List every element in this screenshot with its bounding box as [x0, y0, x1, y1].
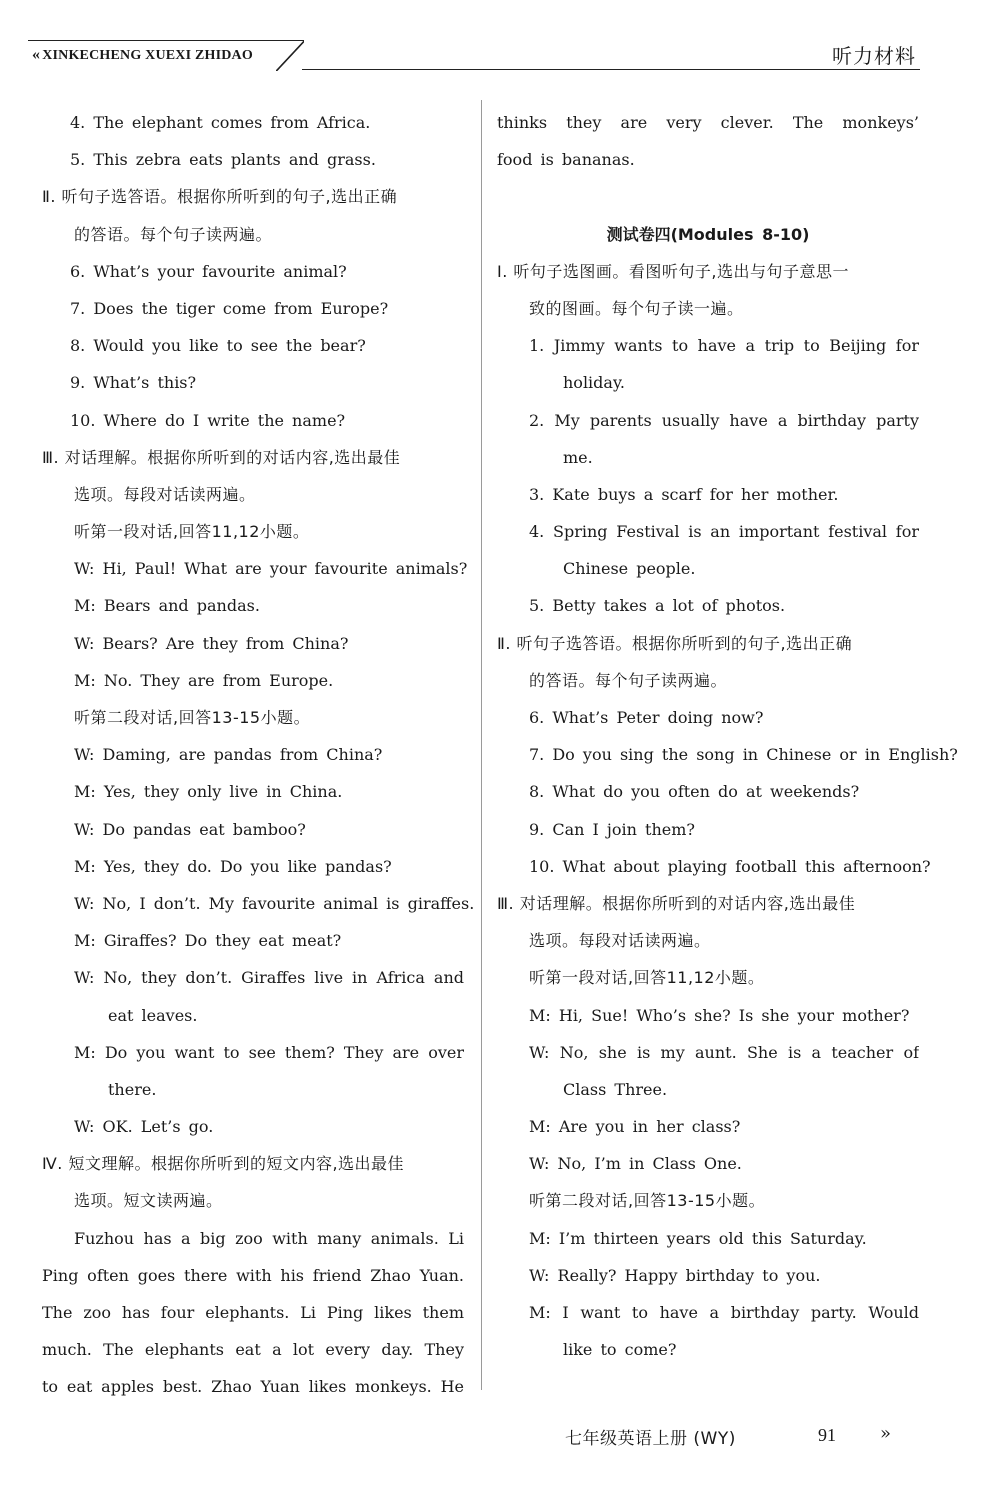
- text-line: 10. Where do I write the name?: [70, 410, 346, 430]
- text-line: W: OK. Let’s go.: [74, 1117, 214, 1137]
- text-line: 6. What’s Peter doing now?: [529, 708, 764, 727]
- text-line: M: Yes, they only live in China.: [74, 782, 343, 802]
- text-line: 5. This zebra eats plants and grass.: [70, 150, 376, 170]
- text-line: holiday.: [563, 373, 625, 393]
- left-column: [42, 104, 475, 1406]
- text-line: M: I want to have a birthday party. Would: [529, 1303, 919, 1322]
- right-column: [497, 104, 958, 1368]
- text-line: 7. Does the tiger come from Europe?: [70, 298, 389, 318]
- text-line: 的答语。每个句子读两遍。: [74, 224, 273, 244]
- text-line: The zoo has four elephants. Li Ping likes them: [42, 1303, 464, 1322]
- text-line: 4. The elephant comes from Africa.: [70, 113, 371, 132]
- text-line: 选项。短文读两遍。: [74, 1191, 223, 1211]
- text-line: W: Daming, are pandas from China?: [74, 745, 383, 765]
- text-line: me.: [563, 447, 593, 467]
- double-chevron-right-icon: »: [880, 1423, 892, 1444]
- text-line: 的答语。每个句子读两遍。: [529, 670, 728, 690]
- text-line: 7. Do you sing the song in Chinese or in English?: [529, 745, 958, 765]
- text-line: Ping often goes there with his friend Zhao Yuan.: [42, 1265, 464, 1285]
- text-line: 致的图画。每个句子读一遍。: [529, 298, 744, 318]
- text-line: 听第二段对话,回答13-15小题。: [529, 1191, 766, 1211]
- text-line: 听第一段对话,回答11,12小题。: [74, 522, 310, 542]
- header-slant: [276, 40, 304, 71]
- text-line: W: Do pandas eat bamboo?: [74, 819, 306, 839]
- text-line: [497, 178, 919, 215]
- text-line: Ⅳ. 短文理解。根据你所听到的短文内容,选出最佳: [42, 1154, 405, 1174]
- text-line: M: Do you want to see them? They are over: [74, 1042, 464, 1062]
- text-line: to eat apples best. Zhao Yuan likes monkeys. He: [42, 1377, 464, 1397]
- double-chevron-left-icon: «: [32, 46, 41, 63]
- text-line: Ⅰ. 听句子选图画。看图听句子,选出与句子意思一: [497, 261, 849, 281]
- text-line: 2. My parents usually have a birthday party: [529, 410, 919, 430]
- text-line: W: Bears? Are they from China?: [74, 633, 349, 653]
- text-line: Ⅱ. 听句子选答语。根据你所听到的句子,选出正确: [497, 633, 853, 653]
- text-line: 测试卷四(Modules 8-10): [606, 224, 810, 244]
- text-line: 1. Jimmy wants to have a trip to Beijing for: [529, 336, 919, 356]
- column-divider: [481, 100, 482, 1390]
- text-line: Class Three.: [563, 1079, 668, 1099]
- text-line: 4. Spring Festival is an important festival for: [529, 522, 919, 542]
- text-line: W: No, she is my aunt. She is a teacher of: [529, 1042, 919, 1062]
- text-line: M: Bears and pandas.: [74, 596, 260, 616]
- text-line: like to come?: [563, 1340, 677, 1360]
- book-title: 七年级英语上册 (WY): [565, 1429, 736, 1449]
- text-line: Ⅱ. 听句子选答语。根据你所听到的句子,选出正确: [42, 187, 398, 207]
- text-line: thinks they are very clever. The monkeys’: [497, 113, 919, 132]
- page-header: [28, 38, 920, 80]
- series-title: [28, 46, 259, 70]
- text-line: food is bananas.: [497, 150, 635, 170]
- series-title-text: XINKECHENG XUEXI ZHIDAO: [42, 48, 253, 63]
- text-line: 10. What about playing football this afternoon?: [529, 856, 931, 876]
- text-line: much. The elephants eat a lot every day. They: [42, 1340, 464, 1360]
- text-line: 8. Would you like to see the bear?: [70, 336, 366, 356]
- text-line: Ⅲ. 对话理解。根据你所听到的对话内容,选出最佳: [42, 447, 401, 467]
- text-line: 3. Kate buys a scarf for her mother.: [529, 484, 839, 504]
- text-line: 6. What’s your favourite animal?: [70, 261, 347, 281]
- text-line: W: Hi, Paul! What are your favourite animals?: [74, 559, 468, 579]
- text-line: M: No. They are from Europe.: [74, 670, 334, 690]
- text-line: M: Hi, Sue! Who’s she? Is she your mother?: [529, 1005, 910, 1025]
- text-line: M: Yes, they do. Do you like pandas?: [74, 856, 392, 876]
- page-number: 91: [818, 1425, 836, 1445]
- text-line: 选项。每段对话读两遍。: [529, 931, 711, 951]
- header-rule: [302, 69, 920, 70]
- text-line: W: No, I’m in Class One.: [529, 1154, 742, 1174]
- text-line: M: I’m thirteen years old this Saturday.: [529, 1228, 867, 1248]
- text-line: M: Are you in her class?: [529, 1117, 741, 1137]
- text-line: 听第一段对话,回答11,12小题。: [529, 968, 765, 988]
- text-line: W: No, they don’t. Giraffes live in Africa and: [74, 968, 464, 988]
- text-line: 9. Can I join them?: [529, 819, 695, 839]
- text-line: Fuzhou has a big zoo with many animals. Li: [74, 1228, 464, 1248]
- text-line: 8. What do you often do at weekends?: [529, 782, 860, 802]
- text-line: eat leaves.: [108, 1005, 198, 1025]
- text-line: W: Really? Happy birthday to you.: [529, 1265, 821, 1285]
- text-line: 听第二段对话,回答13-15小题。: [74, 708, 311, 727]
- text-line: Chinese people.: [563, 559, 696, 579]
- text-line: Ⅲ. 对话理解。根据你所听到的对话内容,选出最佳: [497, 893, 856, 913]
- section-title: 听力材料: [832, 44, 916, 68]
- text-line: M: Giraffes? Do they eat meat?: [74, 931, 342, 951]
- text-line: 5. Betty takes a lot of photos.: [529, 596, 786, 616]
- text-line: W: No, I don’t. My favourite animal is giraffes.: [74, 893, 475, 913]
- text-line: 选项。每段对话读两遍。: [74, 484, 256, 504]
- text-line: there.: [108, 1079, 157, 1099]
- text-line: 9. What’s this?: [70, 373, 197, 393]
